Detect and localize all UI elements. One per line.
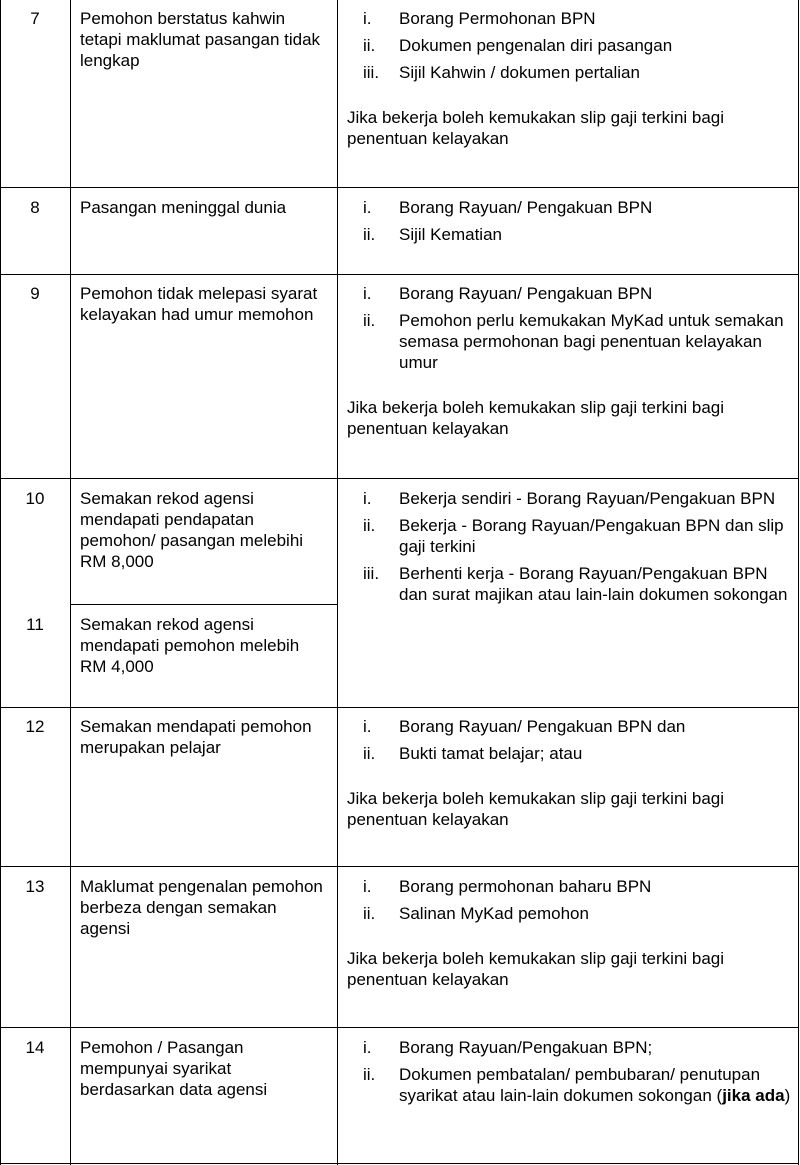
row-description: Maklumat pengenalan pemohon berbeza dengan semakan agensi: [80, 877, 323, 938]
row-description: Pasangan meninggal dunia: [80, 198, 287, 217]
list-item: [347, 743, 797, 764]
row-description: Pemohon tidak melepasi syarat kelayakan had umur memohon: [80, 284, 318, 324]
column-divider-number: [70, 0, 71, 1165]
list-item: [347, 283, 797, 304]
list-item-text: Bekerja - Borang Rayuan/Pengakuan BPN dan slip gaji terkini: [399, 516, 784, 556]
list-item: [347, 8, 797, 29]
row-documents: [347, 197, 797, 251]
row-description: Pemohon berstatus kahwin tetapi maklumat pasangan tidak lengkap: [80, 9, 321, 70]
list-item-text-main: Dokumen pembatalan/ pembubaran/ penutupan syarikat atau lain-lain dokumen sokongan (: [399, 1065, 761, 1105]
table-border-bottom: [0, 1163, 799, 1164]
list-marker: i.: [363, 1038, 372, 1057]
list-marker: ii.: [363, 904, 376, 923]
row-divider-partial: [70, 604, 338, 605]
list-marker: ii.: [363, 36, 376, 55]
row-documents: [347, 716, 797, 830]
row-number: 14: [25, 1038, 45, 1057]
row-number: 12: [25, 717, 45, 736]
list-marker: i.: [363, 198, 372, 217]
list-item-text: [399, 1065, 790, 1105]
list-marker: i.: [363, 717, 372, 736]
row-divider: [0, 1027, 799, 1028]
list-item: [347, 515, 797, 557]
list-item: [347, 224, 797, 245]
list-item-text: Borang Rayuan/ Pengakuan BPN dan: [399, 717, 686, 736]
row-number: 9: [30, 284, 40, 303]
list-item-text: Salinan MyKad pemohon: [399, 904, 589, 923]
list-item: [347, 1037, 797, 1058]
row-number: 11: [26, 615, 44, 634]
list-item-text: Borang Permohonan BPN: [399, 9, 596, 28]
list-item-text: Borang Rayuan/Pengakuan BPN;: [399, 1038, 653, 1057]
row-description: Semakan mendapati pemohon merupakan pelajar: [80, 717, 312, 757]
list-item: [347, 903, 797, 924]
list-marker: ii.: [363, 744, 376, 763]
list-item-text-bold: jika ada: [722, 1086, 785, 1105]
list-marker: i.: [363, 284, 372, 303]
row-note: Jika bekerja boleh kemukakan slip gaji terkini bagi penentuan kelayakan: [347, 789, 725, 829]
list-item-text: Sijil Kematian: [399, 225, 502, 244]
table-border-right: [798, 0, 799, 1165]
list-marker: ii.: [363, 1065, 376, 1084]
row-note: Jika bekerja boleh kemukakan slip gaji terkini bagi penentuan kelayakan: [347, 949, 725, 989]
list-item-text: Borang Rayuan/ Pengakuan BPN: [399, 284, 653, 303]
row-documents: [347, 876, 797, 990]
row-number: 10: [25, 489, 45, 508]
list-marker: iii.: [363, 63, 380, 82]
list-item-text: Borang permohonan baharu BPN: [399, 877, 652, 896]
list-item: [347, 310, 797, 373]
row-description: Pemohon / Pasangan mempunyai syarikat berdasarkan data agensi: [80, 1038, 268, 1099]
list-item: [347, 197, 797, 218]
list-marker: i.: [363, 877, 372, 896]
row-documents: [347, 488, 797, 611]
list-item-text: Borang Rayuan/ Pengakuan BPN: [399, 198, 653, 217]
list-item: [347, 563, 797, 605]
list-marker: ii.: [363, 225, 376, 244]
list-item: [347, 35, 797, 56]
row-divider: [0, 866, 799, 867]
list-item: [347, 876, 797, 897]
row-divider: [0, 707, 799, 708]
row-documents: [347, 1037, 797, 1112]
row-number: 13: [25, 877, 45, 896]
row-divider: [0, 478, 799, 479]
row-number: 8: [30, 198, 40, 217]
list-item-text: Sijil Kahwin / dokumen pertalian: [399, 63, 640, 82]
list-item: [347, 716, 797, 737]
list-item: [347, 1064, 797, 1106]
list-item-text: Dokumen pengenalan diri pasangan: [399, 36, 673, 55]
list-marker: ii.: [363, 516, 376, 535]
row-number: 7: [30, 9, 40, 28]
list-item-text: Bukti tamat belajar; atau: [399, 744, 583, 763]
table-border-left: [0, 0, 1, 1165]
list-item: [347, 62, 797, 83]
list-item: [347, 488, 797, 509]
list-item-text: Bekerja sendiri - Borang Rayuan/Pengakuan BPN: [399, 489, 776, 508]
list-marker: iii.: [363, 564, 380, 583]
row-documents: [347, 8, 797, 149]
row-description: Semakan rekod agensi mendapati pemohon melebih RM 4,000: [80, 615, 300, 676]
row-note: Jika bekerja boleh kemukakan slip gaji terkini bagi penentuan kelayakan: [347, 108, 725, 148]
row-documents: [347, 283, 797, 439]
list-item-text-tail: ): [784, 1086, 791, 1105]
row-note: Jika bekerja boleh kemukakan slip gaji terkini bagi penentuan kelayakan: [347, 398, 725, 438]
list-marker: i.: [363, 9, 372, 28]
list-marker: ii.: [363, 311, 376, 330]
column-divider-description: [337, 0, 338, 1165]
row-divider: [0, 187, 799, 188]
row-description: Semakan rekod agensi mendapati pendapatan pemohon/ pasangan melebihi RM 8,000: [80, 489, 304, 571]
list-marker: i.: [363, 489, 372, 508]
list-item-text: Berhenti kerja - Borang Rayuan/Pengakuan BPN dan surat majikan atau lain-lain dokumen sokongan: [399, 564, 788, 604]
list-item-text: Pemohon perlu kemukakan MyKad untuk semakan semasa permohonan bagi penentuan kelayakan umur: [399, 311, 784, 372]
row-divider: [0, 274, 799, 275]
